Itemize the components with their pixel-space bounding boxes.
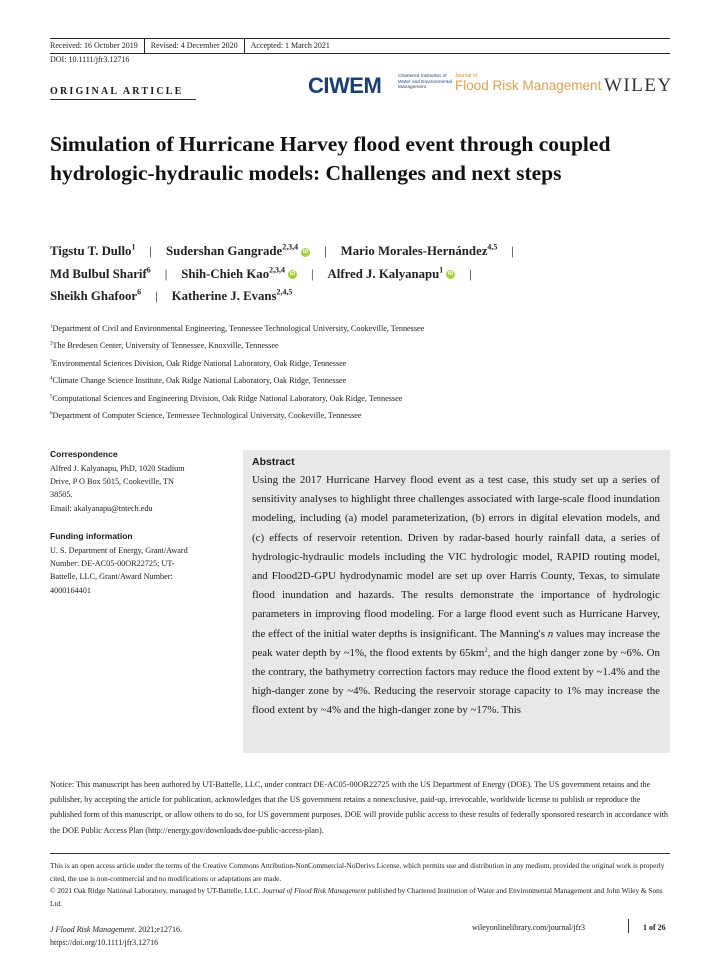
correspondence-line: Alfred J. Kalyanapu, PhD, 1020 Stadium	[50, 464, 185, 473]
author-name[interactable]: Alfred J. Kalyanapu	[327, 266, 440, 281]
affiliation-item: $^6$Department of Computer Science, Tennessee Technological University, Cookeville, Tennessee	[50, 410, 362, 421]
author-name[interactable]: Tigstu T. Dullo	[50, 244, 132, 258]
funding-line: Number: DE-AC05-00OR22725; UT-	[50, 559, 175, 569]
author-name[interactable]: Sheikh Ghafoor	[50, 289, 138, 303]
author-affiliation-ref: 2,3,4	[282, 242, 299, 252]
page-title: Simulation of Hurricane Harvey flood event through coupled hydrologic-hydraulic models: Challenges and next steps	[50, 132, 611, 185]
author-affiliation-ref: 1	[131, 242, 136, 252]
notice-divider	[50, 853, 670, 854]
affiliation-item: $^3$Environmental Sciences Division, Oak Ridge National Laboratory, Oak Ridge, Tennessee	[50, 358, 347, 368]
author-list: Tigstu T. Dullo$^1$ | Sudershan Gangrade$^{2,3,4}$ iD | Mario Morales-Hernández$^{4,5}$ | Md Bulbul Sharif$^6$ | Shih-Chieh Kao$^{2,3,4}$ iD | Alfred J. Kalyanapu$^1$ iD | Sheikh Ghafoor$^6$ | Katherine J. Evans$^{2,4,5}$	[50, 242, 514, 303]
journal-logo-name: Flood Risk Management	[455, 78, 602, 93]
article-type: ORIGINAL ARTICLE	[50, 86, 184, 97]
affiliation-item: $^1$Department of Civil and Environmental Engineering, Tennessee Technological University, Cookeville, Tennessee	[50, 323, 425, 333]
license-text	[50, 860, 672, 910]
correspondence-line: Drive, P O Box 5015, Cookeville, TN	[50, 477, 174, 487]
affiliation-list	[50, 320, 690, 424]
abstract-heading: Abstract	[252, 456, 295, 468]
orcid-icon[interactable]: iD	[302, 248, 309, 255]
orcid-icon[interactable]: iD	[448, 271, 454, 278]
correspondence-text	[50, 462, 235, 515]
author-affiliation-ref: 1	[439, 265, 444, 275]
author-affiliation-ref: 6	[137, 287, 142, 297]
received-date: Received: 16 October 2019	[50, 39, 145, 53]
affiliation-item: $^4$Climate Change Science Institute, Oak Ridge National Laboratory, Oak Ridge, Tennessee	[50, 375, 347, 386]
author-affiliation-ref: 2,4,5	[276, 287, 293, 297]
author-affiliation-ref: 6	[146, 265, 151, 275]
footer-divider	[628, 919, 629, 933]
author-affiliation-ref: 2,3,4	[269, 265, 285, 275]
accepted-date: Accepted: 1 March 2021	[250, 41, 330, 50]
author-name[interactable]: Shih-Chieh Kao	[181, 266, 270, 281]
footer-site-link[interactable]: wileyonlinelibrary.com/journal/jfr3	[472, 923, 586, 932]
author-name[interactable]: Katherine J. Evans	[171, 289, 277, 303]
funding-heading: Funding information	[50, 531, 133, 541]
footer-citation	[50, 923, 182, 949]
abstract-text: Using the 2017 Hurricane Harvey flood event as a test case, this study set up a series of sensitivity analyses to highlight three challenges associated with large-scale flood inundation modeling, including (a) model parameterization, (b) errors in digital elevation models, and (c) effects of reservoir retention. Driven by radar-based hourly rainfall data, a series of hydrologic-hydraulic models including the VIC hydrologic model, RAPID routing model, and Flood2D-GPU hydrodynamic model are set up over Harris County, Texas, to simulate flood inundation and hazards. The results demonstrate the importance of hydrologic parameters in improving flood modeling. For a large flood event such as Hurricane Harvey, the effect of the initial water depths is insignificant. The Manning's n values may increase the peak water depth by ~1%, the flood extents by $65km^2$, and the high danger zone by ~6%. On the contrary, the bathymetry correction factors may reduce the flood extent by ~1.4% and the high-danger zone by ~4%. Reducing the reservoir storage capacity to 1% may increase the flood extent by ~4% and the high-danger zone by ~17%. This	[252, 474, 660, 717]
ciwem-logo: CIWEM	[308, 73, 382, 98]
author-name[interactable]: Mario Morales-Hernández	[340, 244, 488, 258]
page-number: 1 of 26	[643, 923, 666, 932]
correspondence-heading: Correspondence	[50, 449, 118, 459]
orcid-icon[interactable]: iD	[289, 271, 296, 278]
footer-citation-text: . 2021;e12716.	[134, 925, 182, 934]
author-affiliation-ref: 4,5	[487, 242, 498, 252]
funding-line: Battelle, LLC, Grant/Award Number:	[50, 572, 173, 582]
author-name[interactable]: Sudershan Gangrade	[165, 244, 283, 258]
ciwem-logo-subtitle	[398, 74, 452, 91]
journal-logo-prefix: Journal of	[455, 73, 477, 79]
funding-line: U. S. Department of Energy, Grant/Award	[50, 546, 188, 555]
funding-line: 4000164401	[50, 585, 91, 595]
footer-journal: J Flood Risk Management	[50, 925, 135, 934]
ciwem-sub-line: Water and Environmental	[398, 79, 452, 85]
correspondence-line: 38505.	[50, 490, 73, 500]
author-name[interactable]: Md Bulbul Sharif	[50, 266, 147, 281]
copyright-line: © 2021 Oak Ridge National Laboratory, managed by UT-Battelle, LLC. Journal of Flood Risk Management published by Chartered Institution of Water and Environmental Management and John Wiley & Sons Ltd.	[50, 886, 663, 908]
ciwem-sub-line: Management	[398, 85, 426, 91]
funding-text	[50, 544, 235, 597]
article-doi[interactable]: DOI: 10.1111/jfr3.12716	[50, 55, 130, 64]
article-dates-bar	[50, 38, 670, 54]
footer-doi-link[interactable]: https://doi.org/10.1111/jfr3.12716	[50, 938, 159, 947]
article-type-rule	[50, 99, 196, 100]
affiliation-item: $^2$The Bredesen Center, University of Tennessee, Knoxville, Tennessee	[50, 340, 279, 351]
license-line: This is an open access article under the terms of the Creative Commons Attribution-NonCommercial-NoDerivs License, which permits use and distribution in any medium, provided the original work is properly cited, the use is non-commercial and no modifications or adaptations are made.	[50, 861, 665, 883]
publisher-logo: WILEY	[604, 75, 673, 96]
ciwem-sub-line: Chartered Institution of	[398, 74, 447, 79]
affiliation-item: $^5$Computational Sciences and Engineering Division, Oak Ridge National Laboratory, Oak Ridge, Tennessee	[50, 392, 403, 403]
revised-date: Revised: 4 December 2020	[145, 39, 245, 53]
doe-notice: Notice: This manuscript has been authored by UT-Battelle, LLC, under contract DE-AC05-00OR22725 with the US Department of Energy (DOE). The US government retains and the publisher, by accepting the article for publication, acknowledges that the US government retains a nonexclusive, paid-up, irrevocable, worldwide license to publish or reproduce the published form of this manuscript, or allow others to do so, for US government purposes. DOE will provide public access to these results of federally sponsored research in accordance with the DOE Public Access Plan (http://energy.gov/downloads/doe-public-access-plan).	[50, 780, 669, 835]
correspondence-email[interactable]: Email: akalyanapu@tntech.edu	[50, 503, 153, 513]
